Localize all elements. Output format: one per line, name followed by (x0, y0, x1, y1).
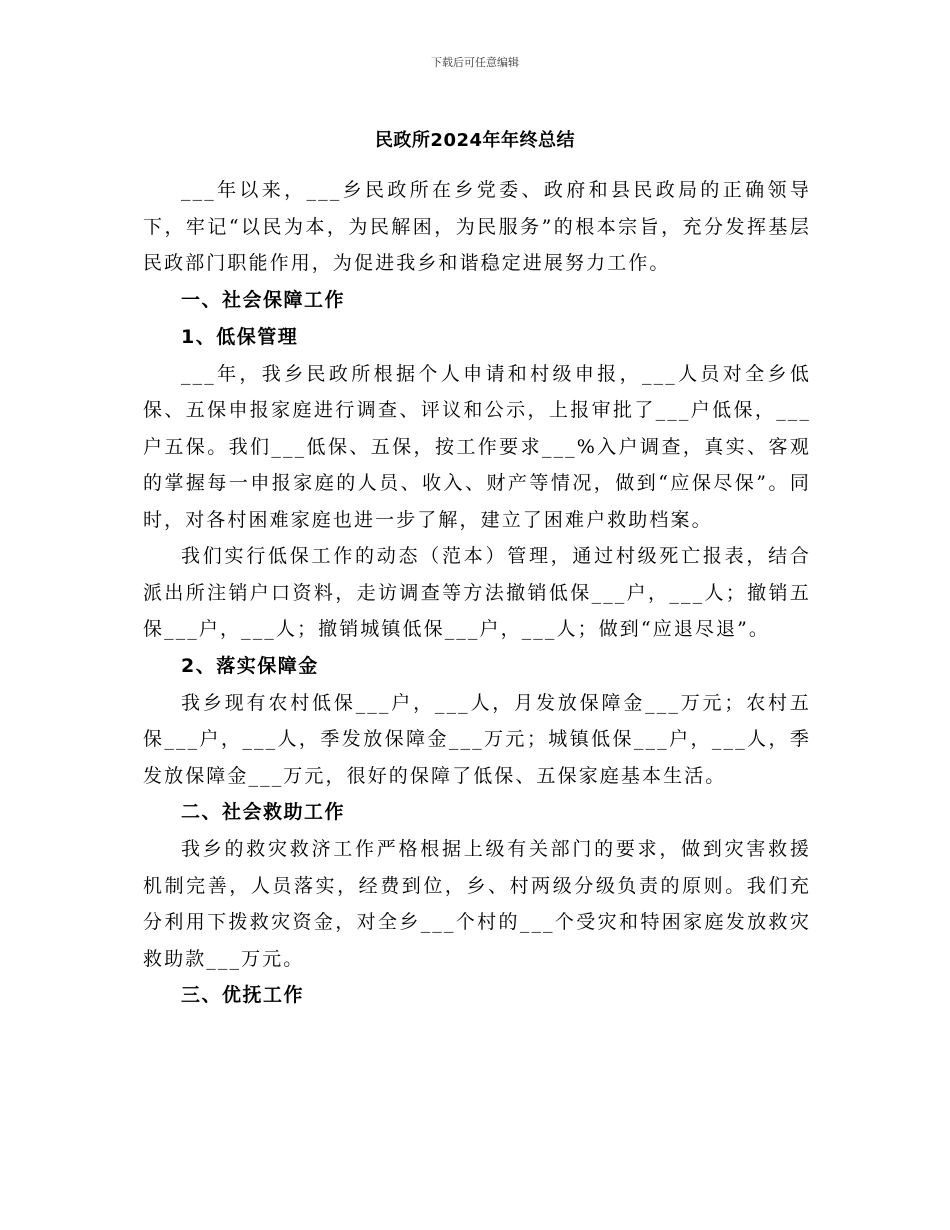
subsection-heading-funds: 2、落实保障金 (181, 654, 319, 677)
funds-paragraph: 我乡现有农村低保___户，___人，月发放保障金___万元；农村五保___户，___人，季发放保障金___万元；城镇低保___户，___人，季发放保障金___万元，很好的保障了低保、五保家庭基本生活。 (143, 691, 811, 787)
section-heading-relief: 二、社会救助工作 (181, 801, 346, 823)
section-heading-special-care: 三、优抚工作 (181, 984, 305, 1006)
document-title: 民政所2024年年终总结 (374, 130, 576, 151)
subsection-heading-subsistence: 1、低保管理 (181, 325, 299, 348)
header-note: 下载后可任意编辑 (431, 56, 519, 69)
intro-paragraph: ___年以来，___乡民政所在乡党委、政府和县民政局的正确领导下，牢记“以民为本，为民解困，为民服务”的根本宗旨，充分发挥基层民政部门职能作用，为促进我乡和谐稳定进展努力工作。 (143, 179, 811, 274)
relief-paragraph: 我乡的救灾救济工作严格根据上级有关部门的要求，做到灾害救援机制完善，人员落实，经费到位，乡、村两级分级负责的原则。我们充分利用下拨救灾资金，对全乡___个村的___个受灾和特困家庭发放救灾救助款___万元。 (143, 838, 811, 970)
section-heading-social-security: 一、社会保障工作 (181, 288, 346, 311)
document-body (143, 172, 811, 1014)
subsistence-paragraph-1: ___年，我乡民政所根据个人申请和村级申报，___人员对全乡低保、五保申报家庭进行调查、评议和公示，上报审批了___户低保，___户五保。我们___低保、五保，按工作要求___%入户调查，真实、客观的掌握每一申报家庭的人员、收入、财产等情况，做到“应保尽保”。同时，对各村困难家庭也进一步了解，建立了困难户救助档案。 (143, 362, 811, 531)
subsistence-paragraph-2: 我们实行低保工作的动态（范本）管理，通过村级死亡报表，结合派出所注销户口资料，走访调查等方法撤销低保___户，___人；撤销五保___户，___人；撤销城镇低保___户，___人；做到“应退尽退”。 (143, 545, 811, 640)
